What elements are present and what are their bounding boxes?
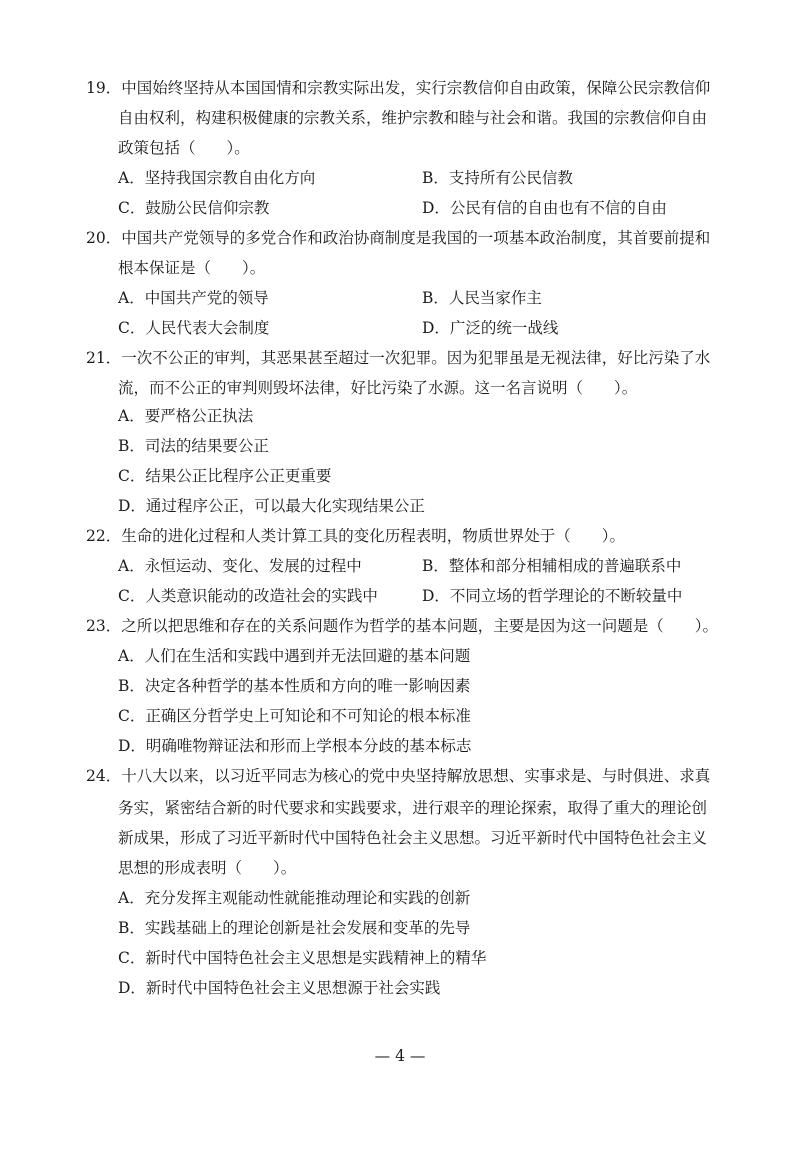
option-c: C．正确区分哲学史上可知论和不可知论的根本标准 bbox=[118, 707, 471, 725]
option-c: C．鼓励公民信仰宗教 bbox=[118, 199, 270, 217]
question-stem-line: 19．中国始终坚持从本国国情和宗教实际出发，实行宗教信仰自由政策，保障公民宗教信仰 bbox=[86, 79, 711, 97]
option-d: D．通过程序公正，可以最大化实现结果公正 bbox=[118, 497, 425, 515]
option-b: B．司法的结果要公正 bbox=[118, 437, 269, 455]
option-c: C．人民代表大会制度 bbox=[118, 319, 270, 337]
option-b: B．支持所有公民信教 bbox=[422, 169, 573, 187]
option-b: B．实践基础上的理论创新是社会发展和变革的先导 bbox=[118, 919, 471, 937]
question-stem-line: 根本保证是（ ）。 bbox=[118, 259, 266, 277]
question-stem-line: 思想的形成表明（ ）。 bbox=[118, 859, 297, 877]
question-stem-line: 21．一次不公正的审判，其恶果甚至超过一次犯罪。因为犯罪虽是无视法律，好比污染了水 bbox=[86, 349, 711, 367]
option-d: D．广泛的统一战线 bbox=[422, 319, 559, 337]
option-a: A．坚持我国宗教自由化方向 bbox=[118, 169, 316, 187]
option-a: A．要严格公正执法 bbox=[118, 407, 254, 425]
option-a: A．人们在生活和实践中遇到并无法回避的基本问题 bbox=[118, 647, 471, 665]
option-a: A．中国共产党的领导 bbox=[118, 289, 269, 307]
question-stem-line: 新成果，形成了习近平新时代中国特色社会主义思想。习近平新时代中国特色社会主义 bbox=[118, 829, 708, 847]
question-stem-line: 23．之所以把思维和存在的关系问题作为哲学的基本问题，主要是因为这一问题是（ ）。 bbox=[86, 617, 718, 635]
question-stem-line: 20．中国共产党领导的多党合作和政治协商制度是我国的一项基本政治制度，其首要前提和 bbox=[86, 229, 711, 247]
option-d: D．新时代中国特色社会主义思想源于社会实践 bbox=[118, 979, 441, 997]
question-stem-line: 务实，紧密结合新的时代要求和实践要求，进行艰辛的理论探索，取得了重大的理论创 bbox=[118, 799, 708, 817]
option-b: B．整体和部分相辅相成的普遍联系中 bbox=[422, 557, 682, 575]
question-stem-line: 政策包括（ ）。 bbox=[118, 139, 250, 157]
option-c: C．人类意识能动的改造社会的实践中 bbox=[118, 587, 378, 605]
option-c: C．新时代中国特色社会主义思想是实践精神上的精华 bbox=[118, 949, 487, 967]
option-b: B．决定各种哲学的基本性质和方向的唯一影响因素 bbox=[118, 677, 471, 695]
question-stem-line: 流，而不公正的审判则毁坏法律，好比污染了水源。这一名言说明（ ）。 bbox=[118, 379, 638, 397]
question-stem-line: 自由权利，构建积极健康的宗教关系，维护宗教和睦与社会和谐。我国的宗教信仰自由 bbox=[118, 109, 708, 127]
option-a: A．充分发挥主观能动性就能推动理论和实践的创新 bbox=[118, 889, 471, 907]
option-a: A．永恒运动、变化、发展的过程中 bbox=[118, 557, 362, 575]
option-c: C．结果公正比程序公正更重要 bbox=[118, 467, 332, 485]
question-stem-line: 22．生命的进化过程和人类计算工具的变化历程表明，物质世界处于（ ）。 bbox=[86, 527, 625, 545]
option-d: D．明确唯物辩证法和形而上学根本分歧的基本标志 bbox=[118, 737, 472, 755]
option-d: D．公民有信的自由也有不信的自由 bbox=[422, 199, 667, 217]
question-stem-line: 24．十八大以来，以习近平同志为核心的党中央坚持解放思想、实事求是、与时俱进、求真 bbox=[86, 767, 711, 785]
option-d: D．不同立场的哲学理论的不断较量中 bbox=[422, 587, 683, 605]
page-number: — 4 — bbox=[374, 1047, 426, 1065]
option-b: B．人民当家作主 bbox=[422, 289, 542, 307]
